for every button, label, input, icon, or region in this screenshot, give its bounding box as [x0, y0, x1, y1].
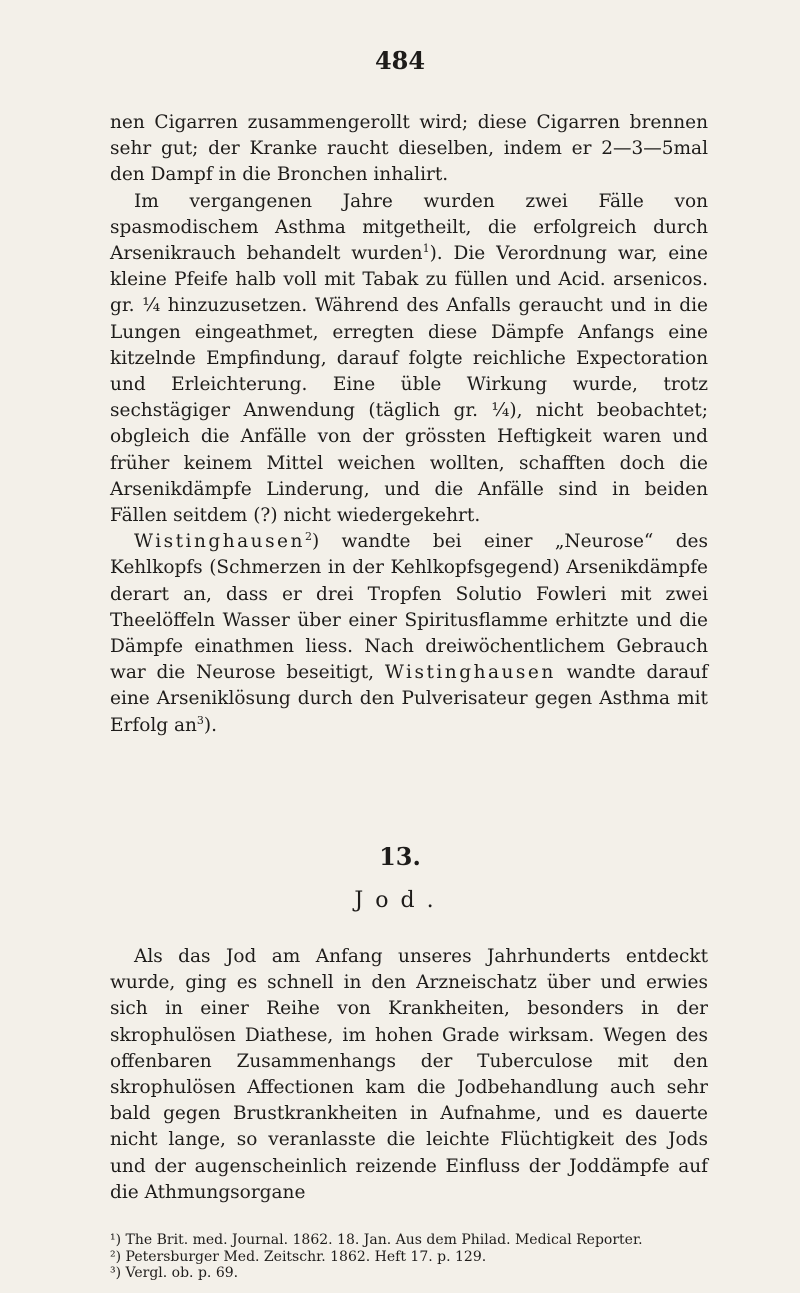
footnote-reference: 3	[196, 713, 204, 727]
footnotes	[110, 1232, 730, 1282]
footnote-reference: 1	[422, 241, 430, 255]
text-block-bottom	[110, 944, 708, 1206]
paragraph-text: ).	[203, 714, 218, 736]
footnote-2: ²) Petersburger Med. Zeitschr. 1862. Heft 17. p. 129.	[110, 1248, 487, 1265]
paragraph-text: ). Die Verordnung war, eine kleine Pfeife halb voll mit Tabak zu füllen und Acid. arsenicos. gr. ¼ hinzuzusetzen. Während des Anfalls geraucht und in die Lungen eingeathmet, erregten diese Dämpfe Anfangs eine kitzelnde Empfindung, darauf folgte reichliche Expectoration und Erleichterung. Eine üble Wirkung wurde, trotz sechstägiger Anwendung (täglich gr. ¼), nicht beobachtet; obgleich die Anfälle von der grössten Heftigkeit waren und früher keinem Mittel weichen wollten, schafften doch die Arsenikdämpfe Linderung, und die Anfälle sind in beiden Fällen seitdem (?) nicht wiedergekehrt.	[110, 243, 708, 527]
page-number: 484	[374, 46, 426, 75]
paragraph-wistinghausen	[110, 529, 708, 739]
section-title: Jod.	[354, 888, 446, 913]
paragraph-arsenic-cigarettes: nen Cigarren zusammengerollt wird; diese Cigarren brennen sehr gut; der Kranke raucht dieselben, indem er 2—3—5mal den Dampf in die Bronchen inhalirt.	[110, 112, 708, 186]
author-name: Wistinghausen	[384, 662, 556, 684]
footnote-1: ¹) The Brit. med. Journal. 1862. 18. Jan. Aus dem Philad. Medical Reporter.	[110, 1232, 643, 1248]
paragraph-text: wandte darauf eine Arseniklösung durch den Pulverisateur gegen Asthma mit Erfolg an	[110, 662, 708, 736]
footnote-3: ³) Vergl. ob. p. 69.	[110, 1265, 239, 1281]
paragraph-text: Im vergangenen Jahre wurden zwei Fälle von spasmodischem Asthma mitgetheilt, die erfolgreich durch Arsenikrauch behandelt wurden	[110, 190, 708, 265]
section-number: 13.	[379, 842, 421, 871]
author-name: Wistinghausen	[134, 531, 305, 553]
paragraph-iodine-history: Als das Jod am Anfang unseres Jahrhunderts entdeckt wurde, ging es schnell in den Arzneischatz über und erwies sich in einer Reihe von Krankheiten, besonders in der skrophulösen Diathese, im hohen Grade wirksam. Wegen des offenbaren Zusammenhangs der Tuberculose mit den skrophulösen Affectionen kam die Jodbehandlung auch sehr bald gegen Brustkrankheiten in Aufnahme, und es dauerte nicht lange, so veranlasste die leichte Flüchtigkeit des Jods und der augenscheinlich reizende Einfluss der Joddämpfe auf die Athmungsorgane	[110, 946, 708, 1203]
paragraph-asthma-cases	[110, 189, 708, 530]
paragraph-text: ) wandte bei einer „Neurose“ des Kehlkopfs (Schmerzen in der Kehlkopfsgegend) Arsenikdämpfe derart an, dass er drei Tropfen Solutio Fowleri mit zwei Theelöffeln Wasser über einer Spiritusflamme erhitzte und die Dämpfe einathmen liess. Nach dreiwöchentlichem Gebrauch war die Neurose beseitigt,	[110, 531, 708, 684]
footnote-reference: 2	[304, 530, 312, 544]
text-block-top	[110, 110, 708, 739]
